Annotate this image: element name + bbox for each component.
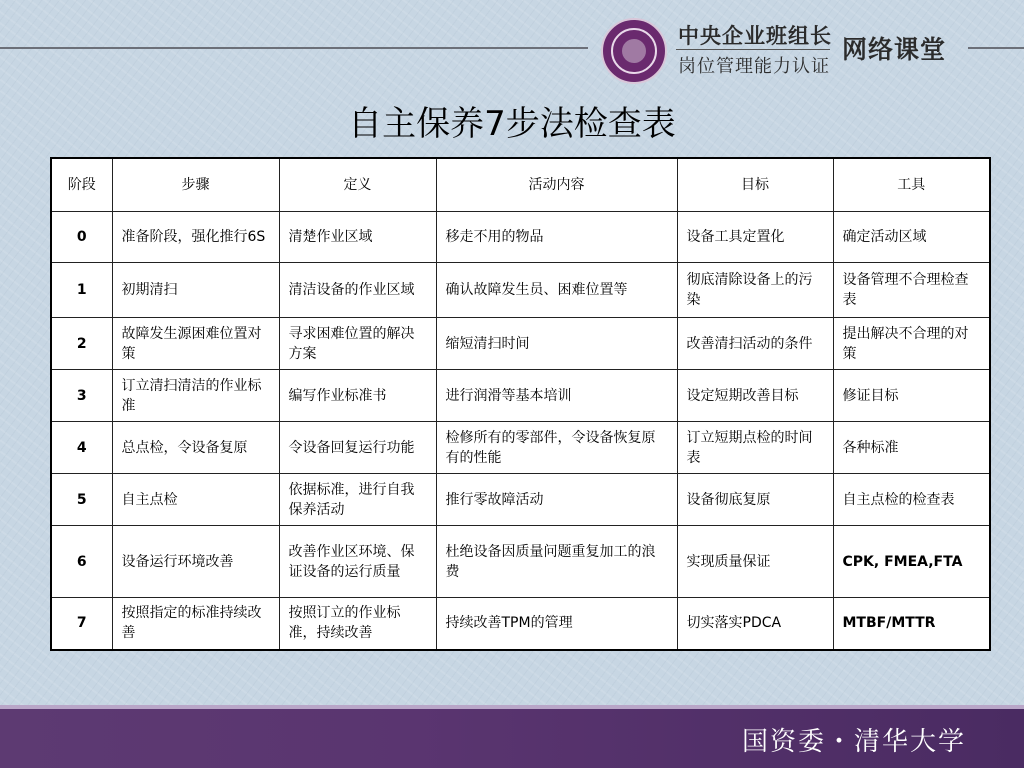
table-row — [51, 474, 990, 526]
stage-cell: 7 — [51, 598, 112, 650]
definition-cell: 清洁设备的作业区域 — [279, 263, 436, 318]
brand-network-classroom: 网络课堂 — [842, 35, 947, 64]
step-cell: 故障发生源困难位置对策 — [112, 318, 279, 370]
brand-divider — [676, 49, 830, 50]
table-row — [51, 318, 990, 370]
tool-cell: 修证目标 — [833, 370, 990, 422]
definition-cell: 令设备回复运行功能 — [279, 422, 436, 474]
definition-cell: 清楚作业区域 — [279, 212, 436, 263]
stage-cell: 6 — [51, 526, 112, 598]
step-cell: 初期清扫 — [112, 263, 279, 318]
goal-cell: 设定短期改善目标 — [677, 370, 833, 422]
header-definition: 定义 — [279, 158, 436, 212]
stage-cell: 5 — [51, 474, 112, 526]
header-step: 步骤 — [112, 158, 279, 212]
activity-cell: 确认故障发生员、困难位置等 — [436, 263, 677, 318]
tool-cell: 各种标准 — [833, 422, 990, 474]
header-rule-left — [0, 47, 588, 49]
step-cell: 总点检，令设备复原 — [112, 422, 279, 474]
activity-cell: 缩短清扫时间 — [436, 318, 677, 370]
tool-cell: 自主点检的检查表 — [833, 474, 990, 526]
goal-cell: 切实落实PDCA — [677, 598, 833, 650]
tool-cell: 确定活动区域 — [833, 212, 990, 263]
header-stage: 阶段 — [51, 158, 112, 212]
activity-cell: 移走不用的物品 — [436, 212, 677, 263]
goal-cell: 订立短期点检的时间表 — [677, 422, 833, 474]
header-rule-right — [968, 47, 1024, 49]
step-cell: 设备运行环境改善 — [112, 526, 279, 598]
table-row — [51, 598, 990, 650]
footer-stripe — [0, 705, 1024, 709]
header-goal: 目标 — [677, 158, 833, 212]
table-row — [51, 526, 990, 598]
activity-cell: 推行零故障活动 — [436, 474, 677, 526]
stage-cell: 2 — [51, 318, 112, 370]
university-seal-logo — [601, 18, 667, 84]
tool-cell: MTBF/MTTR — [833, 598, 990, 650]
brand-line-2: 岗位管理能力认证 — [678, 56, 830, 77]
stage-cell: 0 — [51, 212, 112, 263]
step-cell: 按照指定的标准持续改善 — [112, 598, 279, 650]
activity-cell: 检修所有的零部件，令设备恢复原有的性能 — [436, 422, 677, 474]
goal-cell: 实现质量保证 — [677, 526, 833, 598]
tool-cell: 提出解决不合理的对策 — [833, 318, 990, 370]
footer-text: 国资委・清华大学 — [741, 727, 966, 757]
activity-cell: 进行润滑等基本培训 — [436, 370, 677, 422]
step-cell: 准备阶段，强化推行6S — [112, 212, 279, 263]
table-row — [51, 263, 990, 318]
header-tools: 工具 — [833, 158, 990, 212]
goal-cell: 彻底清除设备上的污染 — [677, 263, 833, 318]
footer-banner — [0, 705, 1024, 768]
header-activity: 活动内容 — [436, 158, 677, 212]
stage-cell: 3 — [51, 370, 112, 422]
stage-cell: 1 — [51, 263, 112, 318]
activity-cell: 杜绝设备因质量问题重复加工的浪费 — [436, 526, 677, 598]
brand-line-1: 中央企业班组长 — [678, 24, 832, 48]
definition-cell: 寻求困难位置的解决方案 — [279, 318, 436, 370]
stage-cell: 4 — [51, 422, 112, 474]
tool-cell: CPK, FMEA,FTA — [833, 526, 990, 598]
table-header-row — [51, 158, 990, 212]
step-cell: 订立清扫清洁的作业标准 — [112, 370, 279, 422]
step-cell: 自主点检 — [112, 474, 279, 526]
definition-cell: 按照订立的作业标准，持续改善 — [279, 598, 436, 650]
activity-cell: 持续改善TPM的管理 — [436, 598, 677, 650]
table-row — [51, 422, 990, 474]
tool-cell: 设备管理不合理检查表 — [833, 263, 990, 318]
table-row — [51, 370, 990, 422]
definition-cell: 依据标准，进行自我保养活动 — [279, 474, 436, 526]
page-title: 自主保养7步法检查表 — [348, 104, 676, 144]
goal-cell: 设备彻底复原 — [677, 474, 833, 526]
checklist-table — [50, 157, 991, 651]
definition-cell: 改善作业区环境、保证设备的运行质量 — [279, 526, 436, 598]
goal-cell: 设备工具定置化 — [677, 212, 833, 263]
goal-cell: 改善清扫活动的条件 — [677, 318, 833, 370]
brand-box — [672, 18, 832, 80]
table-row — [51, 212, 990, 263]
definition-cell: 编写作业标准书 — [279, 370, 436, 422]
